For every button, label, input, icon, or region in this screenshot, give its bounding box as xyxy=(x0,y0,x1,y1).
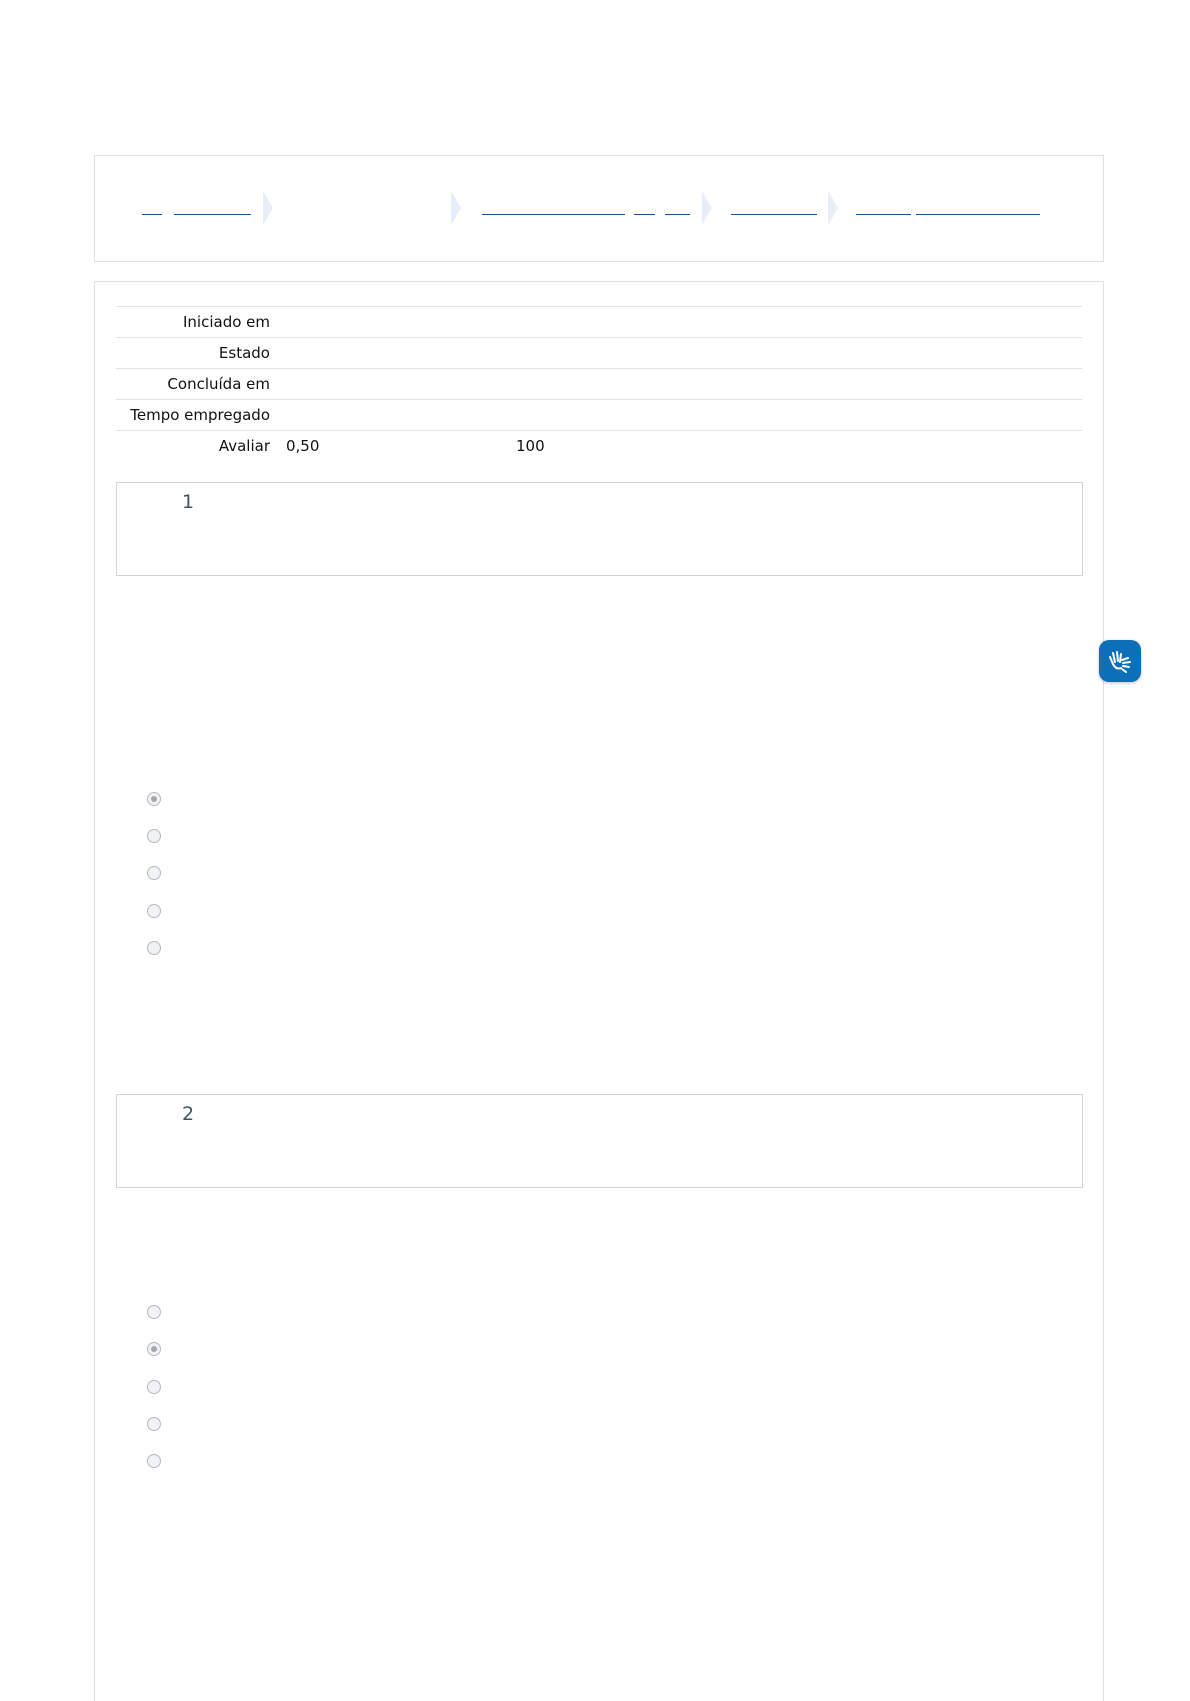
question-number: 2 xyxy=(182,1103,195,1125)
breadcrumb-link-section-b[interactable] xyxy=(665,214,690,215)
breadcrumb-link-section-a[interactable] xyxy=(634,214,655,215)
summary-row-state xyxy=(116,338,1082,369)
summary-label: Concluída em xyxy=(167,375,270,393)
summary-row-completed xyxy=(116,369,1082,400)
grade-value: 0,50 xyxy=(286,437,320,455)
summary-value xyxy=(286,307,1082,338)
sign-language-icon xyxy=(1107,648,1133,674)
summary-label: Iniciado em xyxy=(182,313,270,331)
answer-radio[interactable] xyxy=(147,866,161,880)
breadcrumb-separator-icon xyxy=(828,191,838,225)
summary-row-time-taken xyxy=(116,400,1082,431)
breadcrumb xyxy=(94,155,1104,262)
grade-max: 100 xyxy=(516,437,545,455)
grade-cell xyxy=(286,431,1082,462)
summary-value xyxy=(286,400,1082,431)
summary-label: Estado xyxy=(218,344,270,362)
breadcrumb-link-review-a[interactable] xyxy=(856,214,911,215)
breadcrumb-separator-icon xyxy=(702,191,712,225)
breadcrumb-link-courses[interactable] xyxy=(174,214,251,215)
breadcrumb-separator-icon xyxy=(263,191,273,225)
breadcrumb-link-review-b[interactable] xyxy=(916,214,1040,215)
question-info-box xyxy=(116,482,1083,576)
breadcrumb-link-course[interactable] xyxy=(482,214,625,215)
attempt-review xyxy=(94,281,1104,1701)
breadcrumb-link-activity[interactable] xyxy=(731,214,817,215)
answer-radio[interactable] xyxy=(147,1305,161,1319)
question-info-box xyxy=(116,1094,1083,1188)
answer-radio[interactable] xyxy=(147,1454,161,1468)
accessibility-button[interactable] xyxy=(1099,640,1141,682)
question-number: 1 xyxy=(182,491,195,513)
answer-radio[interactable] xyxy=(147,1417,161,1431)
summary-label: Avaliar xyxy=(218,437,270,455)
breadcrumb-link-home[interactable] xyxy=(142,214,162,215)
answer-radio[interactable] xyxy=(147,792,161,806)
summary-row-started xyxy=(116,307,1082,338)
answer-radio[interactable] xyxy=(147,1342,161,1356)
attempt-summary-table xyxy=(116,306,1082,461)
summary-value xyxy=(286,338,1082,369)
answer-radio[interactable] xyxy=(147,1380,161,1394)
summary-row-grade xyxy=(116,431,1082,462)
answer-radio[interactable] xyxy=(147,941,161,955)
answer-radio[interactable] xyxy=(147,904,161,918)
breadcrumb-separator-icon xyxy=(451,191,461,225)
summary-value xyxy=(286,369,1082,400)
answer-radio[interactable] xyxy=(147,829,161,843)
summary-label: Tempo empregado xyxy=(130,406,270,424)
